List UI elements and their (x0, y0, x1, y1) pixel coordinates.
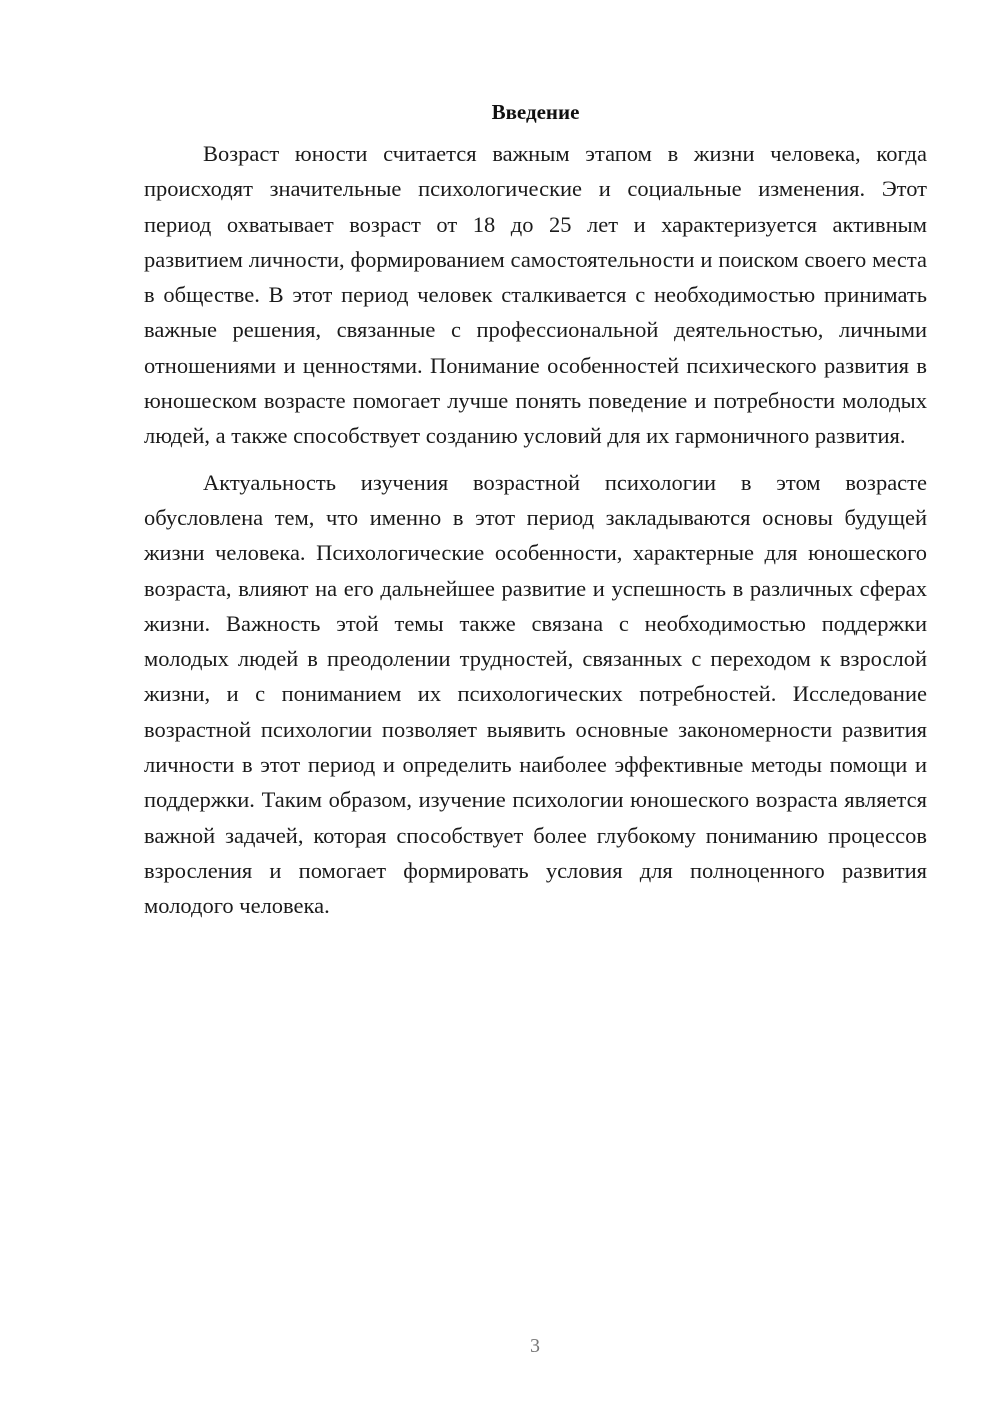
section-heading: Введение (491, 100, 580, 124)
page-number: 3 (530, 1335, 540, 1357)
paragraph-relevance: Актуальность изучения возрастной психологии в этом возрасте обусловлена тем, что именно в этот период закладываются основы будущей жизни человека. Психологические особенности, характерные для юношеского возраста, влияют на его дальнейшее развитие и успешность в различных сферах жизни. Важность этой темы также связана с необходимостью поддержки молодых людей в преодолении трудностей, связанных с переходом к взрослой жизни, и с пониманием их психологических потребностей. Исследование возрастной психологии позволяет выявить основные закономерности развития личности в этот период и определить наиболее эффективные методы помощи и поддержки. Таким образом, изучение психологии юношеского возраста является важной задачей, которая способствует более глубокому пониманию процессов взросления и помогает формировать условия для полноценного развития молодого человека. (144, 469, 927, 919)
page-content (144, 98, 927, 924)
paragraph-introduction: Возраст юности считается важным этапом в жизни человека, когда происходят значительные психологические и социальные изменения. Этот период охватывает возраст от 18 до 25 лет и характеризуется активным развитием личности, формированием самостоятельности и поиском своего места в обществе. В этот период человек сталкивается с необходимостью принимать важные решения, связанные с профессиональной деятельностью, личными отношениями и ценностями. Понимание особенностей психического развития в юношеском возрасте помогает лучше понять поведение и потребности молодых людей, а также способствует созданию условий для их гармоничного развития. (144, 141, 927, 449)
